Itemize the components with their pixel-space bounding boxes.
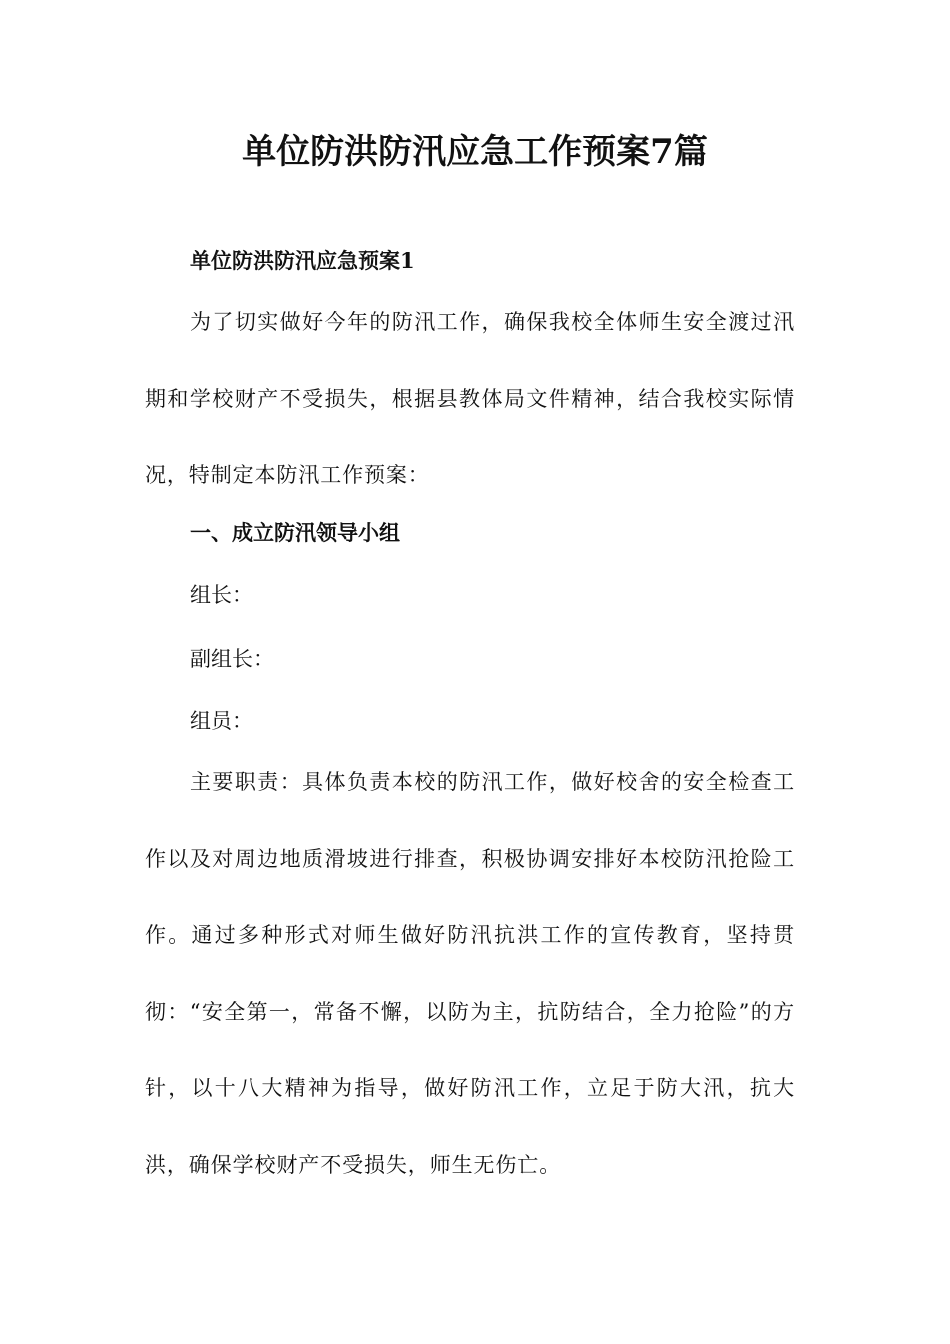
duties-paragraph: 主要职责：具体负责本校的防汛工作，做好校舍的安全检查工作以及对周边地质滑坡进行排查，积极协调安排好本校防汛抢险工作。通过多种形式对师生做好防汛抗洪工作的宣传教育，坚持贯彻：“安全第一，常备不懈，以防为主，抗防结合，全力抢险”的方针，以十八大精神为指导，做好防汛工作，立足于防大汛，抗大洪，确保学校财产不受损失，师生无伤亡。 (145, 770, 795, 1177)
intro-paragraph: 为了切实做好今年的防汛工作，确保我校全体师生安全渡过汛期和学校财产不受损失，根据县教体局文件精神，结合我校实际情况，特制定本防汛工作预案： (145, 310, 795, 487)
document-title: 单位防洪防汛应急工作预案7篇 (242, 132, 708, 172)
section-heading: 单位防洪防汛应急预案1 (190, 248, 415, 273)
subheading-leadership-group: 一、成立防汛领导小组 (190, 520, 400, 545)
team-deputy-leader-label: 副组长： (190, 647, 274, 671)
team-members-label: 组员： (190, 709, 253, 733)
team-leader-label: 组长： (190, 583, 253, 607)
